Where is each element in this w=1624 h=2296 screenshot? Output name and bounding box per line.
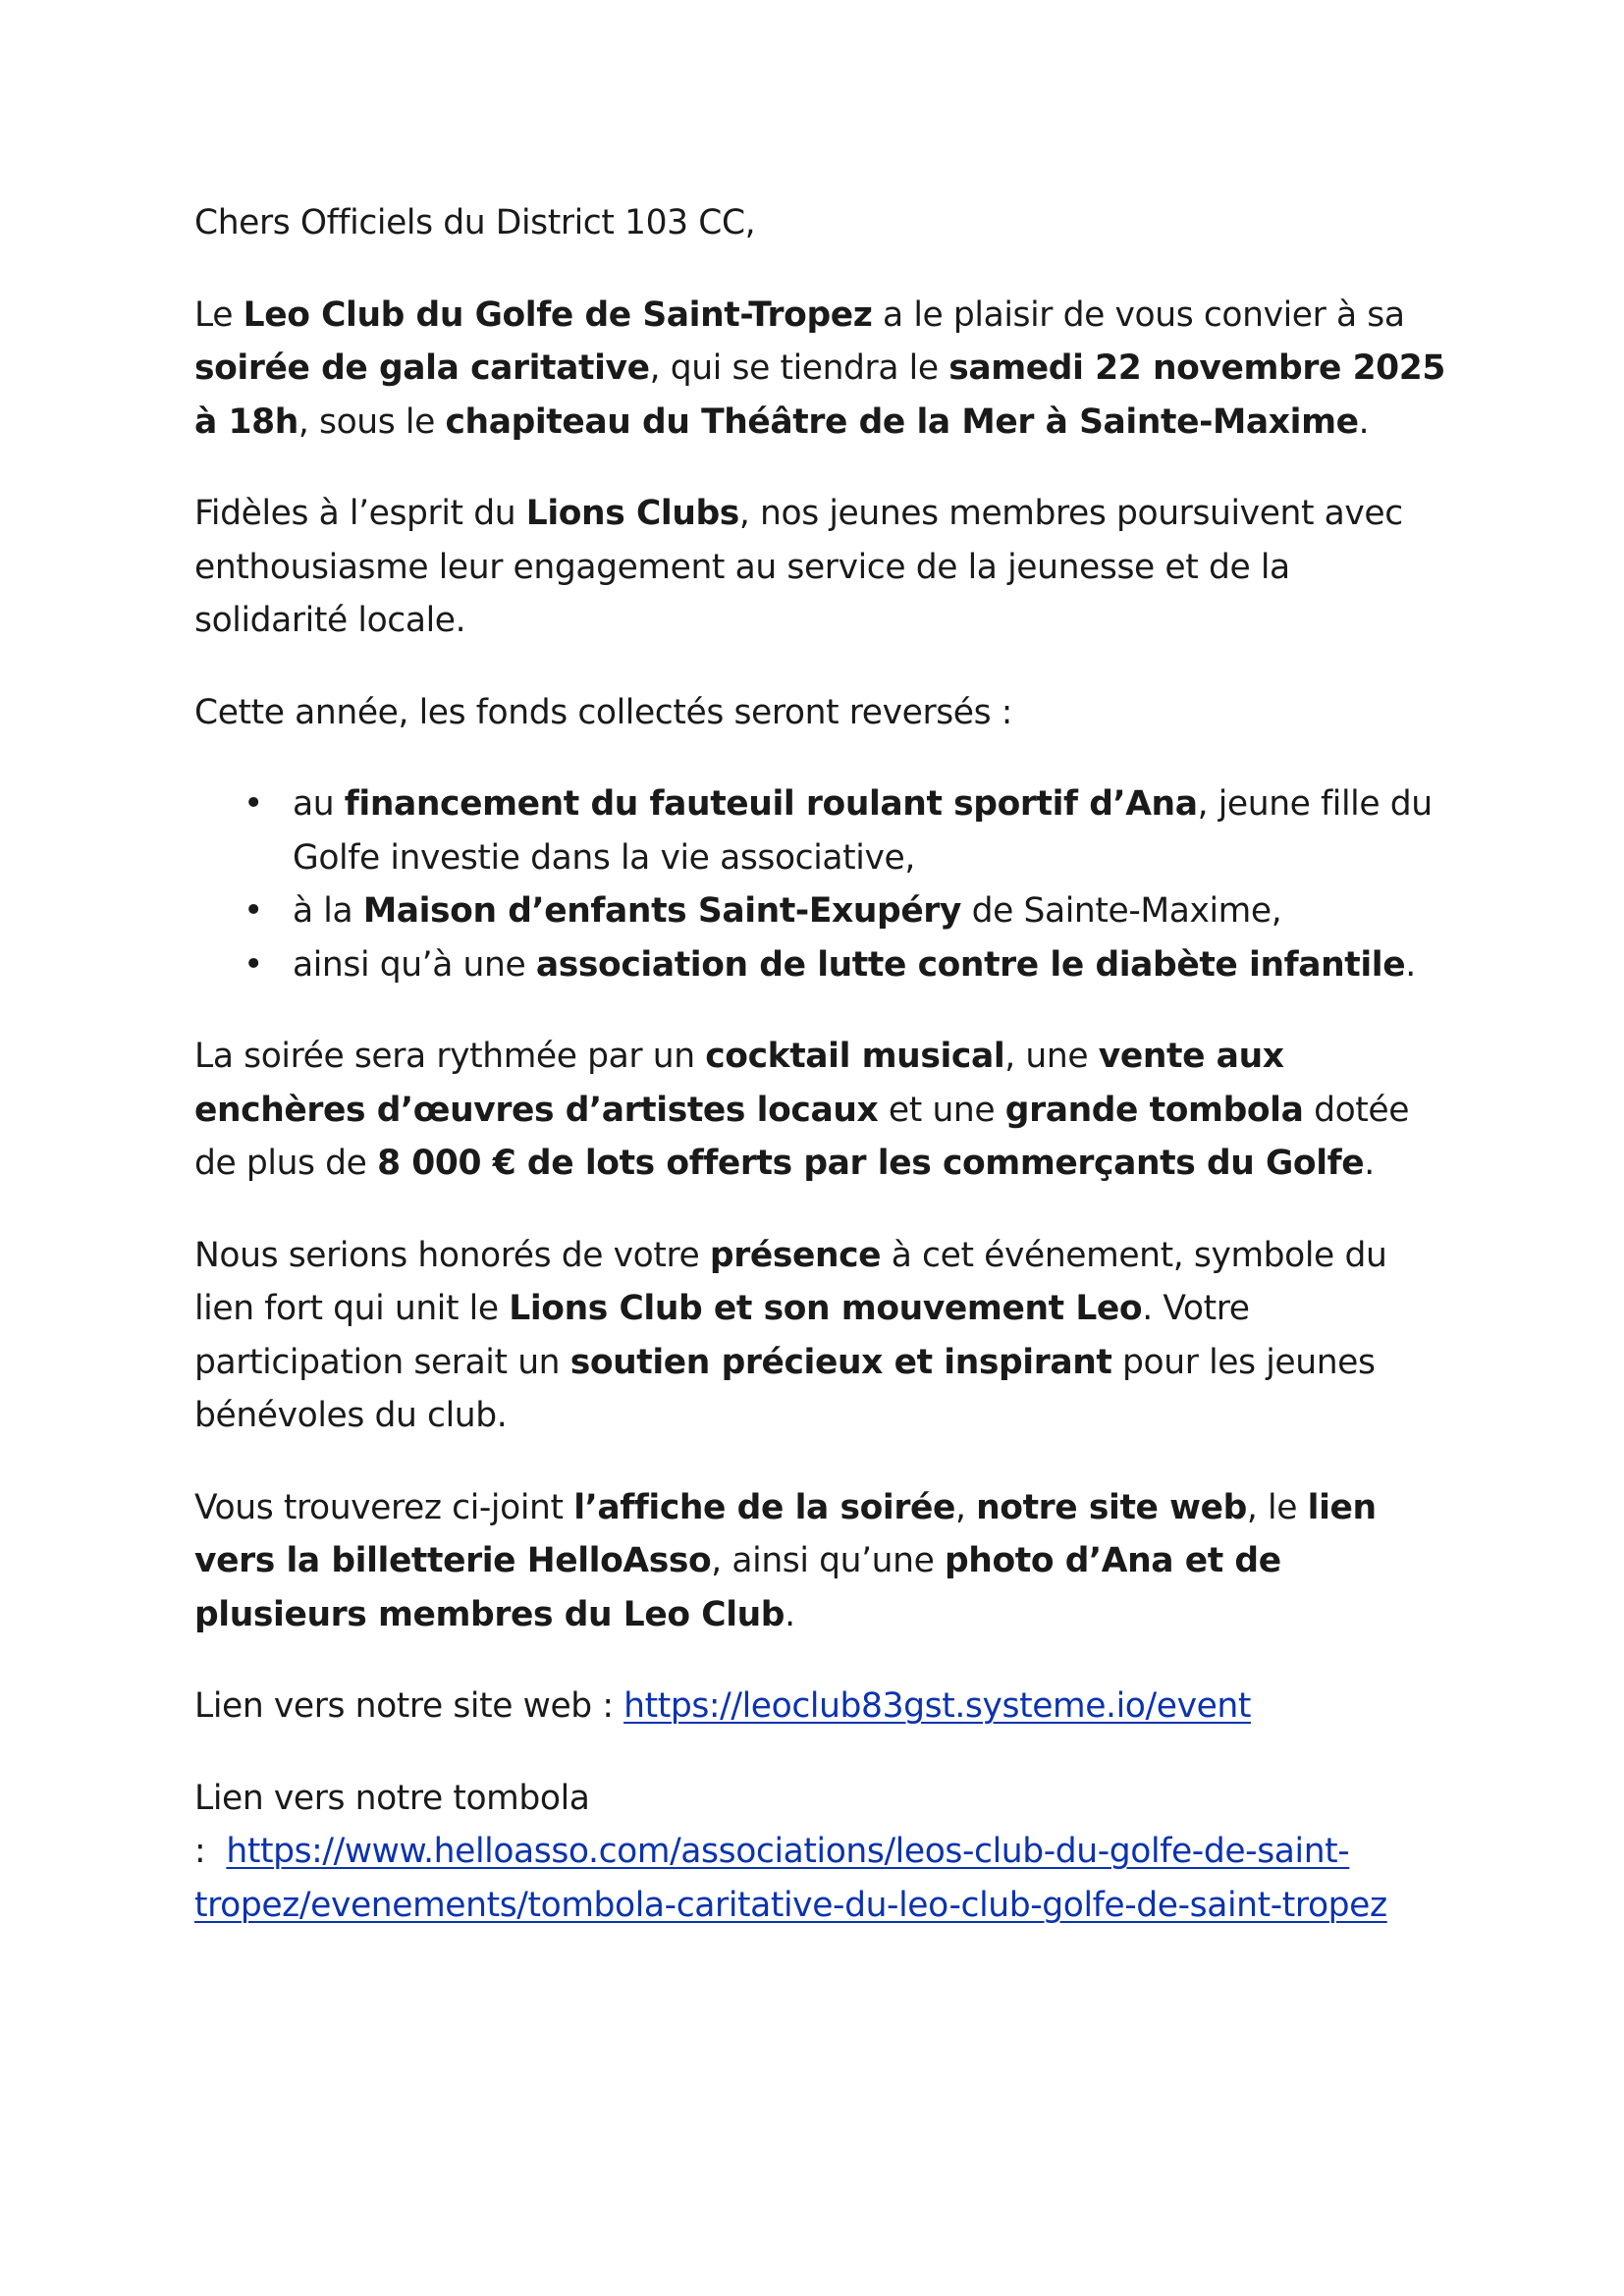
bold-text: association de lutte contre le diabète infantile	[535, 944, 1406, 985]
bold-text: soirée de gala caritative	[194, 348, 650, 388]
tombola-link[interactable]: https://www.helloasso.com/associations/leos-club-du-golfe-de-saint-tropez/evenements/tombola-caritative-du-leo-club-golfe-de-saint-tropez	[194, 1832, 1387, 1925]
website-label: Lien vers notre site web :	[194, 1686, 624, 1726]
list-item-text: ainsi qu’à une association de lutte contre le diabète infantile.	[293, 944, 1416, 985]
bold-text: notre site web	[976, 1487, 1247, 1527]
tombola-prefix: :	[194, 1832, 227, 1871]
bold-text: cocktail musical	[705, 1037, 1005, 1076]
bold-text: Maison d’enfants Saint-Exupéry	[362, 891, 962, 931]
paragraph-presence: Nous serions honorés de votre présence à cet événement, symbole du lien fort qui unit le Lions Club et son mouvement Leo. Votre participation serait un soutien précieux et inspirant pour les jeunes bénévoles du club.	[194, 1235, 1387, 1435]
list-item	[194, 938, 1451, 992]
bold-text: Leo Club du Golfe de Saint-Tropez	[243, 294, 873, 335]
paragraph-funds-intro: Cette année, les fonds collectés seront reversés :	[194, 692, 1012, 732]
list-item-text: à la Maison d’enfants Saint-Exupéry de Sainte-Maxime,	[293, 891, 1282, 931]
bullet-icon: •	[244, 944, 263, 985]
bold-text: photo d’Ana et de plusieurs membres du Leo Club	[194, 1541, 1281, 1634]
bold-text: Lions Club et son mouvement Leo	[509, 1289, 1143, 1328]
bold-text: l’affiche de la soirée	[573, 1487, 955, 1527]
bold-text: présence	[709, 1235, 882, 1275]
bold-text: vente aux enchères d’œuvres d’artistes locaux	[194, 1037, 1284, 1130]
paragraph-invitation: Le Leo Club du Golfe de Saint-Tropez a le plaisir de vous convier à sa soirée de gala caritative, qui se tiendra le samedi 22 novembre 2025 à 18h, sous le chapiteau du Théâtre de la Mer à Sainte-Maxime.	[194, 294, 1445, 442]
bold-text: Lions Clubs	[525, 494, 739, 533]
beneficiaries-list	[194, 777, 1451, 991]
bullet-icon: •	[244, 784, 263, 824]
bold-text: grande tombola	[1004, 1090, 1304, 1130]
letter-body	[194, 196, 1451, 1970]
bold-text: 8 000 € de lots offerts par les commerçants du Golfe	[377, 1144, 1365, 1183]
tombola-label: Lien vers notre tombola	[194, 1778, 590, 1818]
bold-text: lien vers la billetterie HelloAsso	[194, 1487, 1377, 1580]
list-item	[194, 884, 1451, 938]
paragraph-evening-program: La soirée sera rythmée par un cocktail musical, une vente aux enchères d’œuvres d’artistes locaux et une grande tombola dotée de plus de 8 000 € de lots offerts par les commerçants du Golfe.	[194, 1037, 1410, 1183]
bold-text: samedi 22 novembre 2025 à 18h	[194, 348, 1445, 442]
website-link[interactable]: https://leoclub83gst.systeme.io/event	[623, 1686, 1252, 1726]
paragraph-attachments: Vous trouverez ci-joint l’affiche de la soirée, notre site web, le lien vers la billetterie HelloAsso, ainsi qu’une photo d’Ana et de plusieurs membres du Leo Club.	[194, 1487, 1377, 1634]
paragraph-lions-spirit: Fidèles à l’esprit du Lions Clubs, nos jeunes membres poursuivent avec enthousiasme leur engagement au service de la jeunesse et de la solidarité locale.	[194, 494, 1403, 640]
bold-text: chapiteau du Théâtre de la Mer à Sainte-Maxime	[445, 401, 1359, 442]
tombola-line	[194, 1772, 1451, 1933]
salutation: Chers Officiels du District 103 CC,	[194, 203, 756, 242]
list-item-text: au financement du fauteuil roulant sportif d’Ana, jeune fille du Golfe investie dans la vie associative,	[293, 784, 1433, 878]
bullet-icon: •	[244, 891, 263, 931]
bold-text: soutien précieux et inspirant	[569, 1342, 1112, 1382]
list-item	[194, 777, 1451, 884]
bold-text: financement du fauteuil roulant sportif d’Ana	[344, 784, 1198, 824]
website-line	[194, 1680, 1451, 1734]
